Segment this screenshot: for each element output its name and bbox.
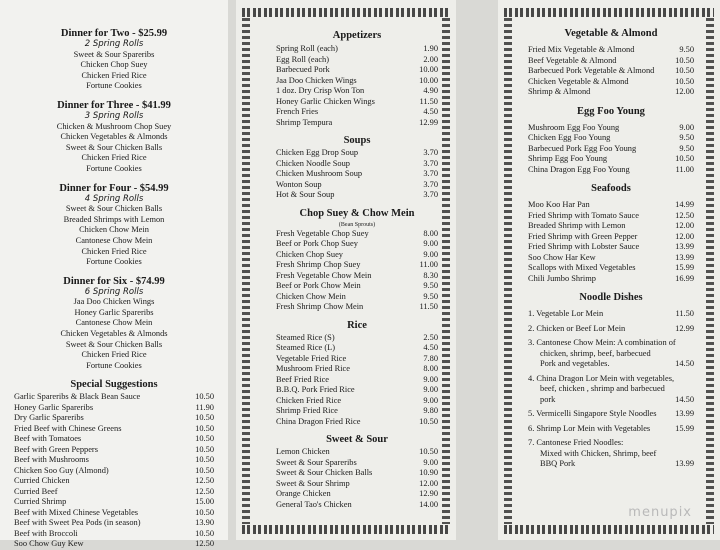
menu-item-row [276,271,438,282]
dinner-item: Sweet & Sour Chicken Balls [65,339,163,349]
menu-item-row [528,56,694,67]
item-name: Wonton Soup [276,179,322,189]
section-title: Appetizers [332,30,382,41]
item-name: Barbecued Pork [276,65,330,74]
noodle-dish-line [528,409,694,420]
dinner-item: Fortune Cookies [86,163,142,173]
section-title: Chop Suey & Chow Mein [299,207,415,219]
special-item-row [14,518,214,529]
dinner-title: Dinner for Four - $54.99 [59,182,169,194]
dinner-item: 2 Spring Rolls [84,39,144,49]
item-name: Chicken Noodle Soup [276,158,350,168]
menu-item-row [276,159,438,170]
item-price: 14.00 [419,499,438,509]
dinner-item: Sweet & Sour Chicken Balls [65,204,163,214]
noodle-dish-line [528,438,694,449]
item-price: 12.90 [419,489,438,498]
item-name: Curried Chicken [14,476,70,486]
greek-key-border-top [504,8,714,17]
item-price: 9.00 [423,395,438,405]
item-price: 4.90 [423,86,438,95]
item-name: Lemon Chicken [276,447,330,456]
item-price: 13.99 [675,459,694,468]
dinner-item: Breaded Shrimps with Lemon [63,214,165,224]
noodle-dish [528,374,694,406]
menu-item-row [528,253,694,264]
menu-item-row [528,200,694,211]
menu-item-row [528,211,694,222]
item-price: 12.00 [675,231,694,241]
item-price: 3.70 [423,169,438,178]
item-name: Fried Shrimp with Green Pepper [528,231,638,241]
noodle-dish-line [528,374,694,385]
item-price: 10.50 [195,444,214,454]
noodle-dish-last [528,459,694,470]
item-price: 9.50 [679,143,694,153]
item-price: 12.00 [675,87,694,96]
item-price: 10.50 [675,66,694,75]
dinner-item: Chicken Vegetables & Almonds [60,329,168,339]
item-name: Beef with Green Peppers [14,444,98,454]
menu-item-row [528,123,694,134]
item-price: 9.00 [423,239,438,248]
menu-item-row [276,250,438,261]
item-desc: BBQ Pork [540,459,576,468]
item-price: 9.00 [423,249,438,259]
noodle-dish-line [528,338,694,349]
section-title: Sweet & Sour [326,434,388,445]
item-price: 7.80 [423,353,438,363]
menu-item-row [276,239,438,250]
dinner-item: Chicken Fried Rice [81,246,147,256]
dinner-item: Fortune Cookies [86,257,142,267]
item-name: Fried Beef with Chinese Greens [14,423,122,433]
item-price: 10.50 [195,423,214,433]
item-name: B.B.Q. Pork Fried Rice [276,385,355,394]
item-name: Barbecued Pork Vegetable & Almond [528,66,655,75]
item-name: China Dragon Fried Rice [276,416,361,426]
menu-item-row [528,133,694,144]
item-price: 13.90 [195,518,214,528]
item-price: 11.50 [419,302,438,311]
item-name: 1 doz. Dry Crisp Won Ton [276,86,365,95]
item-name: 4. China Dragon Lor Mein with vegetables, [528,373,675,383]
item-name: Beef Vegetable & Almond [528,55,617,65]
greek-key-border-top [242,8,450,17]
item-price: 13.99 [675,242,694,251]
item-price: 11.00 [419,260,438,269]
item-name: Chili Jumbo Shrimp [528,273,596,283]
dinner-item: Cantonese Chow Mein [75,235,153,245]
item-name: Fried Shrimp with Tomato Sauce [528,210,639,220]
item-name: Fresh Vegetable Chop Suey [276,228,369,238]
item-price: 3.70 [423,179,438,189]
item-name: Beef or Pork Chop Suey [276,239,358,248]
item-name: Egg Roll (each) [276,54,330,64]
menu-item-row [528,154,694,165]
item-price: 4.50 [423,343,438,352]
item-price: 9.00 [679,122,694,132]
item-price: 10.50 [675,55,694,65]
menu-item-row [528,66,694,77]
item-name: Moo Koo Har Pan [528,200,590,209]
item-name: 7. Cantonese Fried Noodles: [528,438,624,447]
item-price: 12.50 [195,486,214,496]
special-item-row [14,455,214,466]
item-name: Steamed Rice (L) [276,343,336,352]
menu-item-row [276,500,438,511]
special-item-row [14,392,214,403]
item-price: 9.50 [423,281,438,290]
item-desc: Pork and vegetables. [540,359,610,368]
item-price: 10.50 [195,392,214,402]
special-item-row [14,434,214,445]
item-price: 12.00 [419,478,438,488]
special-item-row [14,403,214,414]
menu-item-row [276,148,438,159]
dinner-item: Chicken Fried Rice [81,350,147,360]
item-name: Beef with Tomatoes [14,434,82,444]
item-price: 9.50 [423,291,438,301]
menu-item-row [276,55,438,66]
item-price: 8.00 [423,364,438,373]
menu-panel-left [0,0,228,549]
special-item-row [14,466,214,477]
item-name: Beef with Mushrooms [14,455,89,465]
item-price: 15.99 [675,263,694,272]
dinner-item: 3 Spring Rolls [84,110,144,121]
dinner-title: Dinner for Three - $41.99 [57,99,171,111]
dinner-item: 4 Spring Rolls [84,193,144,204]
noodle-dish-last [528,359,694,370]
item-price: 9.00 [423,457,438,467]
item-name: Curried Shrimp [14,497,67,507]
item-name: Shrimp & Almond [528,87,591,96]
menu-item-row [528,221,694,232]
noodle-dish-desc: beef, chicken , shrimp and barbecued [540,384,665,393]
item-price: 12.50 [195,476,214,486]
item-name: Vegetable Fried Rice [276,353,347,363]
menu-item-row [528,77,694,88]
item-name: Dry Garlic Spareribs [14,413,84,423]
greek-key-border-right [442,18,450,524]
item-price: 3.70 [423,148,438,157]
item-name: Fried Shrimp with Lobster Sauce [528,242,640,251]
item-price: 9.00 [423,385,438,394]
dinner-title: Dinner for Two - $25.99 [60,28,168,39]
item-name: Beef with Broccoli [14,528,78,538]
menu-item-row [528,242,694,253]
item-price: 8.30 [423,270,438,280]
noodle-dish-line [528,424,694,435]
menu-panel-center [236,0,456,540]
section-title: Egg Foo Young [577,105,645,117]
section-title: Rice [347,319,367,331]
menu-item-row [276,97,438,108]
special-item-row [14,445,214,456]
item-name: Shrimp Fried Rice [276,406,338,415]
dinner-item: Chicken Vegetables & Almonds [60,132,168,142]
menu-item-row [276,107,438,118]
item-name: Sweet & Sour Shrimp [276,478,350,488]
item-name: Shrimp Tempura [276,117,333,127]
item-price: 4.50 [423,107,438,116]
menu-item-row [276,406,438,417]
dinner-item: Chicken Chop Suey [80,60,148,70]
item-name: Chicken Fried Rice [276,395,342,405]
special-item-row [14,413,214,424]
noodle-dishes-title: Noodle Dishes [579,292,643,303]
item-price: 12.99 [419,117,438,127]
menu-item-row [276,396,438,407]
item-price: 13.99 [675,252,694,262]
dinner-item: Fortune Cookies [86,360,142,370]
greek-key-border-left [504,18,512,524]
menu-item-row [276,65,438,76]
special-item-row [14,476,214,487]
greek-key-border-right [706,18,714,524]
noodle-dish [528,438,694,470]
item-price: 10.50 [419,416,438,426]
menu-item-row [276,479,438,490]
item-price: 2.00 [423,54,438,64]
noodle-dish [528,309,694,320]
menu-item-row [276,260,438,271]
menu-item-row [276,385,438,396]
item-name: Curried Beef [14,486,58,496]
item-name: Chicken Soo Guy (Almond) [14,465,109,475]
item-name: Beef Fried Rice [276,374,330,384]
item-name: French Fries [276,107,319,116]
menu-item-row [276,190,438,201]
menu-item-row [528,165,694,176]
item-name: Steamed Rice (S) [276,332,335,342]
menu-item-row [276,86,438,97]
menu-item-row [276,343,438,354]
item-name: Fresh Shrimp Chow Mein [276,302,364,311]
dinner-item: Chicken Fried Rice [81,153,147,163]
item-price: 1.90 [423,44,438,53]
dinner-item: 6 Spring Rolls [84,286,144,297]
dinner-item: Sweet & Sour Spareribs [73,49,155,59]
item-name: Soo Chow Har Kew [528,252,596,262]
item-name: Fresh Vegetable Chow Mein [276,270,372,280]
item-desc: pork [540,394,556,404]
special-item-row [14,508,214,519]
item-price: 12.00 [675,221,694,230]
item-price: 12.99 [675,323,694,333]
special-suggestions-title: Special Suggestions [70,379,158,391]
special-item-row [14,424,214,435]
menu-item-row [276,468,438,479]
dinner-item: Chicken & Mushroom Chop Suey [56,121,172,131]
item-name: 6. Shrimp Lor Mein with Vegetables [528,423,651,433]
menu-item-row [528,263,694,274]
menu-item-row [528,232,694,243]
noodle-dish-desc: Mixed with Chicken, Shrimp, beef [540,448,657,458]
noodle-dish [528,424,694,435]
item-name: Sweet & Sour Spareribs [276,457,357,467]
menu-item-row [276,333,438,344]
item-name: Beef with Sweet Pea Pods (in season) [14,518,141,528]
menu-item-row [276,364,438,375]
item-price: 9.50 [679,45,694,54]
item-price: 10.50 [675,76,694,86]
item-name: Orange Chicken [276,489,331,498]
menu-item-row [276,118,438,129]
special-item-row [14,539,214,550]
menu-panel-right [498,0,720,540]
item-name: Chicken Vegetable & Almond [528,76,629,86]
item-price: 11.50 [675,309,694,318]
item-price: 14.99 [675,200,694,209]
item-price: 10.00 [419,65,438,74]
item-name: Chicken Egg Drop Soup [276,148,359,157]
menu-item-row [276,447,438,458]
item-price: 12.50 [195,539,214,549]
menu-item-row [276,76,438,87]
item-price: 10.50 [195,434,214,444]
menu-item-row [276,458,438,469]
section-note: (Bean Sprouts) [338,221,376,228]
noodle-dish-desc: chicken, shrimp, beef, barbecued [540,348,651,358]
greek-key-border-bottom [242,525,450,534]
item-name: Beef or Pork Chow Mein [276,281,361,290]
item-price: 16.99 [675,273,694,283]
item-name: Chicken Chow Mein [276,291,346,301]
noodle-dish-line [528,324,694,335]
menu-item-row [276,44,438,55]
item-name: Hot & Sour Soup [276,190,335,199]
section-title: Seafoods [591,183,631,194]
item-name: Mushroom Fried Rice [276,364,350,373]
item-name: Scallops with Mixed Vegetables [528,263,636,272]
dinner-item: Fortune Cookies [86,81,142,91]
item-name: Spring Roll (each) [276,44,338,53]
item-name: Mushroom Egg Foo Young [528,122,620,132]
noodle-dish-last [528,395,694,406]
item-name: 3. Cantonese Chow Mein: A combination of [528,338,676,347]
noodle-dish [528,324,694,335]
item-price: 9.00 [423,374,438,384]
item-price: 9.80 [423,406,438,415]
noodle-dish-line [528,309,694,320]
item-price: 11.90 [195,402,214,412]
item-name: Honey Garlic Chicken Wings [276,96,375,106]
dinner-item: Chicken Fried Rice [81,70,147,80]
item-price: 10.50 [419,447,438,456]
item-name: Chicken Chop Suey [276,249,343,259]
item-price: 15.00 [195,497,214,507]
menu-item-row [528,144,694,155]
menu-item-row [276,417,438,428]
item-price: 15.99 [675,423,694,433]
item-price: 10.50 [195,455,214,465]
item-price: 10.50 [675,154,694,163]
item-price: 12.50 [675,210,694,220]
menu-item-row [276,180,438,191]
item-name: Beef with Mixed Chinese Vegetables [14,507,139,517]
greek-key-border-left [242,18,250,524]
menu-item-row [528,274,694,285]
item-price: 10.50 [195,465,214,475]
item-price: 14.50 [675,394,694,404]
item-name: Shrimp Egg Foo Young [528,154,608,163]
item-name: Garlic Spareribs & Black Bean Sauce [14,392,141,402]
dinner-item: Jaa Doo Chicken Wings [73,297,155,307]
dinner-item: Sweet & Sour Chicken Balls [65,142,163,152]
item-price: 11.00 [675,164,694,174]
menu-item-row [276,489,438,500]
item-name: Breaded Shrimp with Lemon [528,221,626,230]
item-price: 3.70 [423,190,438,199]
special-item-row [14,497,214,508]
item-price: 10.50 [195,507,214,517]
item-name: Fresh Shrimp Chop Suey [276,260,361,269]
item-name: General Tao's Chicken [276,499,352,509]
menu-item-row [276,354,438,365]
special-item-row [14,529,214,540]
item-name: Barbecued Pork Egg Foo Young [528,143,637,153]
watermark-logo: menupix [628,505,692,520]
item-price: 3.70 [423,158,438,168]
dinner-title: Dinner for Six - $74.99 [63,275,165,287]
item-name: Jaa Doo Chicken Wings [276,75,357,85]
menu-item-row [276,302,438,313]
dinner-item: Honey Garlic Spareribs [74,307,154,317]
menu-item-row [528,87,694,98]
item-price: 10.50 [195,413,214,423]
item-name: Chicken Egg Foo Young [528,133,611,142]
section-title: Soups [343,135,371,146]
item-price: 10.90 [419,468,438,477]
item-name: 5. Vermicelli Singapore Style Noodles [528,409,657,418]
section-title: Vegetable & Almond [564,28,658,39]
noodle-dish [528,409,694,420]
item-name: Chicken Mushroom Soup [276,169,363,178]
dinner-item: Cantonese Chow Mein [75,318,153,328]
item-name: Fried Mix Vegetable & Almond [528,45,635,54]
item-price: 2.50 [423,332,438,342]
item-name: Soo Chow Guy Kew [14,539,84,549]
special-item-row [14,487,214,498]
item-name: Sweet & Sour Chicken Balls [276,468,373,477]
menu-item-row [276,375,438,386]
greek-key-border-bottom [504,525,714,534]
menu-item-row [276,292,438,303]
noodle-dish [528,338,694,370]
item-price: 9.50 [679,133,694,142]
item-name: Honey Garlic Spareribs [14,402,94,412]
dinner-item: Chicken Chow Mein [79,225,149,235]
item-price: 13.99 [675,409,694,418]
item-price: 10.50 [195,528,214,538]
item-name: 2. Chicken or Beef Lor Mein [528,323,626,333]
item-name: 1. Vegetable Lor Mein [528,309,604,318]
menu-item-row [276,229,438,240]
item-price: 11.50 [419,96,438,106]
menu-item-row [276,169,438,180]
item-price: 10.00 [419,75,438,85]
menu-item-row [528,45,694,56]
item-price: 8.00 [423,228,438,238]
item-name: China Dragon Egg Foo Young [528,164,630,174]
item-price: 14.50 [675,359,694,368]
menu-item-row [276,281,438,292]
